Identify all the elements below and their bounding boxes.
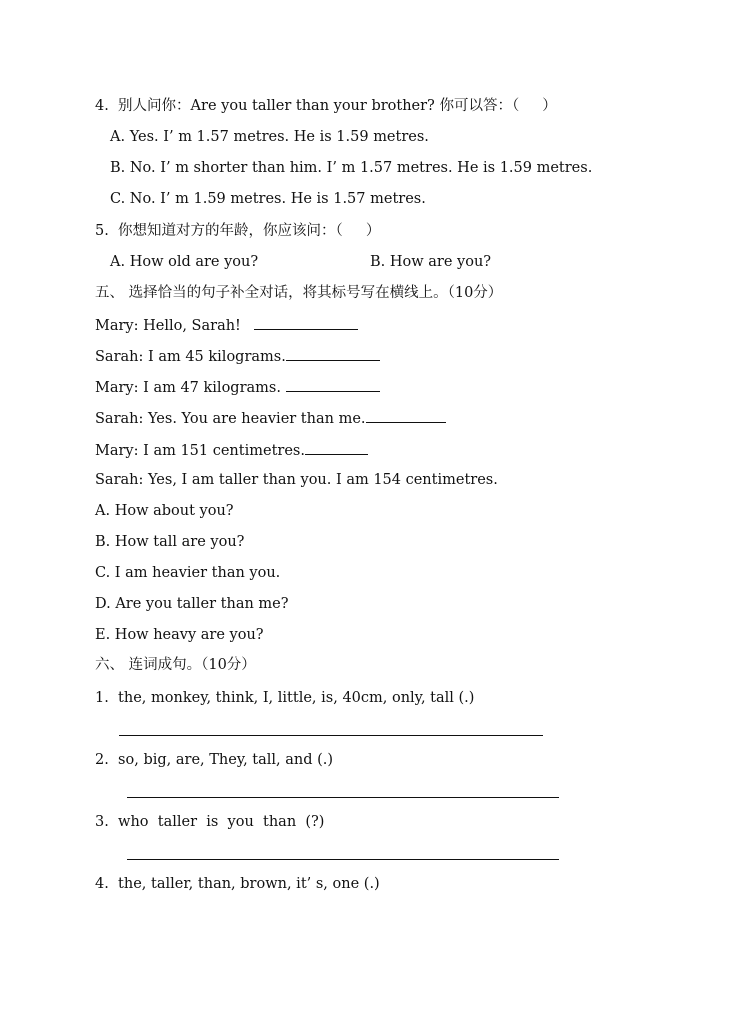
answer-line[interactable]	[127, 797, 559, 798]
word-order-item-4: 4. the, taller, than, brown, it’ s, one (.)	[95, 876, 380, 892]
section-6-heading: 六、 连词成句。（10分）	[95, 657, 256, 673]
question-4-option-b: B. No. I’ m shorter than him. I’ m 1.57 metres. He is 1.59 metres.	[110, 160, 593, 176]
answer-blank[interactable]	[286, 377, 380, 392]
question-5-stem: 5. 你想知道对方的年龄，你应该问：（ ）	[95, 223, 381, 239]
answer-blank[interactable]	[254, 315, 358, 330]
dialogue-text: Sarah: Yes. You are heavier than me.	[95, 411, 366, 427]
choice-c: C. I am heavier than you.	[95, 565, 281, 581]
dialogue-text: Sarah: I am 45 kilograms.	[95, 349, 286, 365]
dialogue-text: Mary: Hello, Sarah!	[95, 318, 251, 334]
answer-line[interactable]	[119, 735, 543, 736]
dialogue-line-2	[95, 346, 380, 366]
word-order-item-1: 1. the, monkey, think, I, little, is, 40cm, only, tall (.)	[95, 690, 475, 706]
dialogue-line-5	[95, 440, 368, 460]
word-order-item-2: 2. so, big, are, They, tall, and (.)	[95, 752, 334, 768]
dialogue-text: Mary: I am 151 centimetres.	[95, 443, 305, 459]
question-4-option-a: A. Yes. I’ m 1.57 metres. He is 1.59 metres.	[110, 129, 429, 145]
word-order-item-3: 3. who taller is you than (?)	[95, 814, 325, 830]
question-5-option-a: A. How old are you?	[110, 254, 259, 270]
dialogue-line-6: Sarah: Yes, I am taller than you. I am 154 centimetres.	[95, 472, 498, 488]
question-4-option-c: C. No. I’ m 1.59 metres. He is 1.57 metres.	[110, 191, 426, 207]
dialogue-line-1	[95, 315, 358, 335]
dialogue-line-3	[95, 377, 380, 397]
answer-blank[interactable]	[286, 346, 380, 361]
dialogue-line-4	[95, 408, 446, 428]
answer-line[interactable]	[127, 859, 559, 860]
choice-a: A. How about you?	[95, 503, 234, 519]
choice-b: B. How tall are you?	[95, 534, 245, 550]
question-4-stem: 4. 别人问你：Are you taller than your brother? 你可以答：（ ）	[95, 98, 557, 114]
choice-d: D. Are you taller than me?	[95, 596, 289, 612]
answer-blank[interactable]	[305, 440, 368, 455]
question-5-option-b: B. How are you?	[370, 254, 492, 270]
answer-blank[interactable]	[366, 408, 446, 423]
choice-e: E. How heavy are you?	[95, 627, 264, 643]
dialogue-text: Mary: I am 47 kilograms.	[95, 380, 286, 396]
section-5-heading: 五、 选择恰当的句子补全对话，将其标号写在横线上。（10分）	[95, 285, 503, 301]
